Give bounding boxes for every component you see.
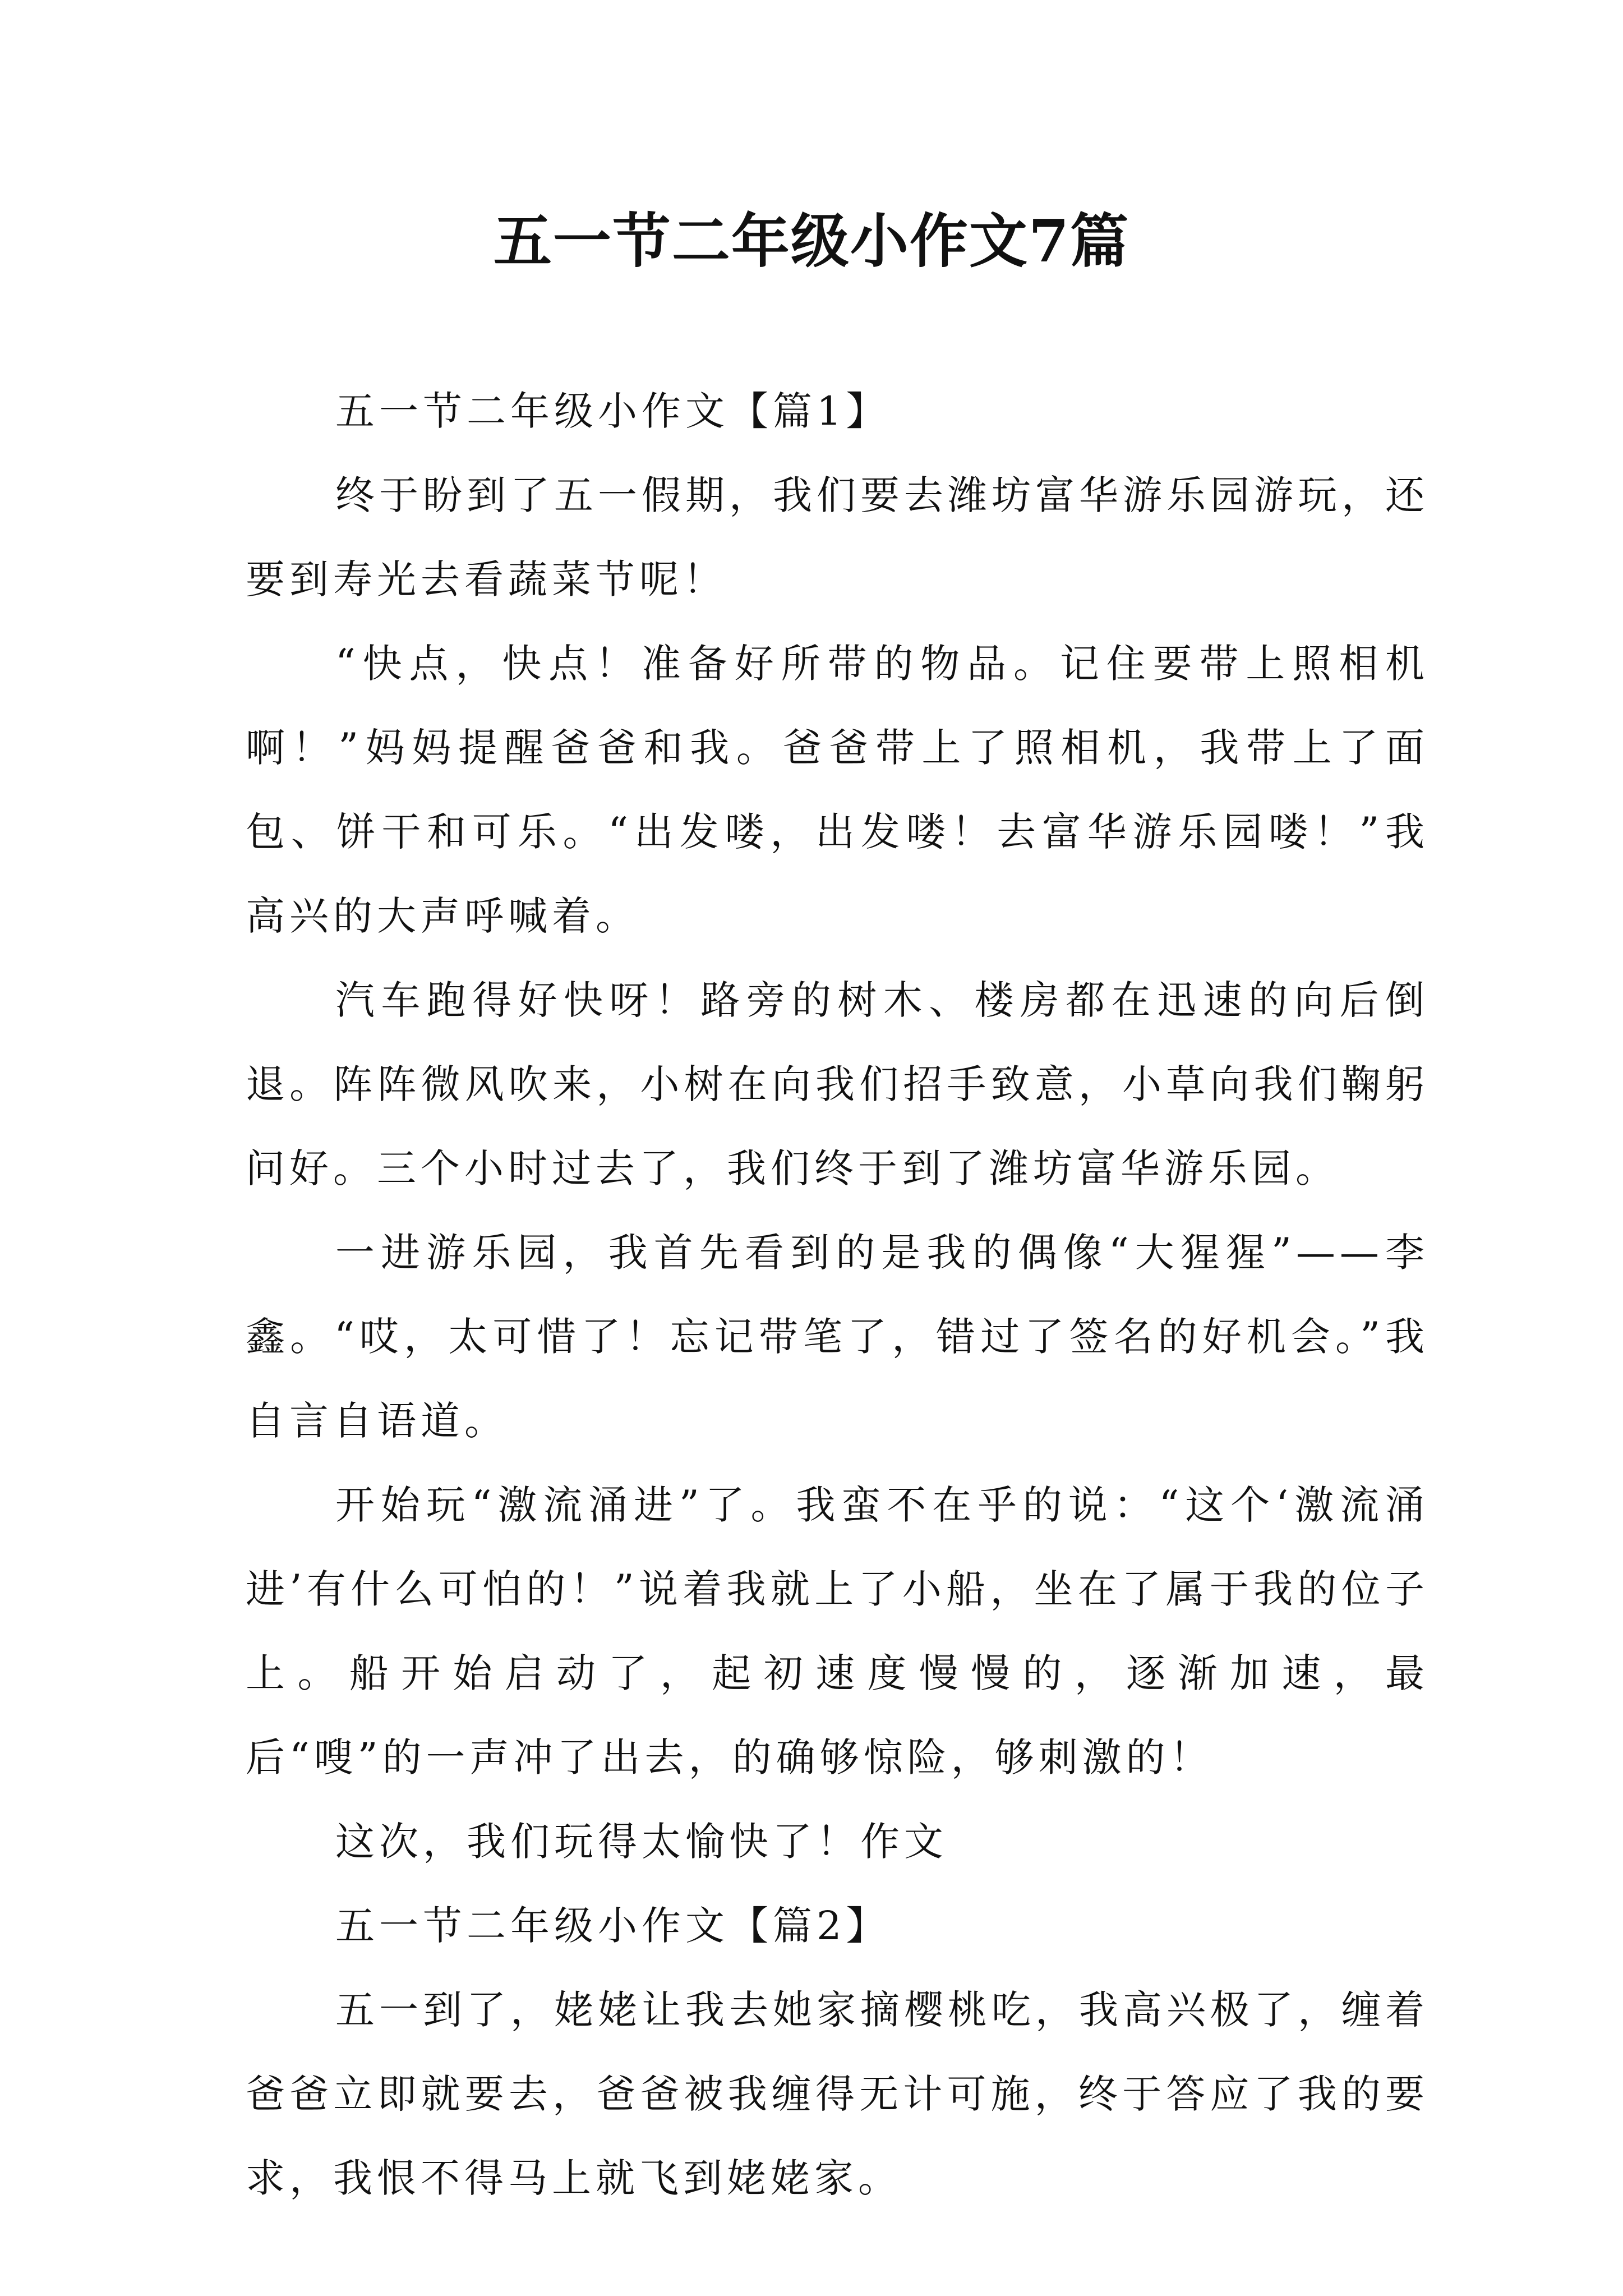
section-heading-2: 五一节二年级小作文【篇2】 bbox=[335, 1903, 890, 1949]
paragraph: 五一到了，姥姥让我去她家摘樱桃吃，我高兴极了，缠着爸爸立即就要去，爸爸被我缠得无计可施，终于答应了我的要求，我恨不得马上就飞到姥姥家。 bbox=[246, 1987, 1429, 2201]
paragraph: 一进游乐园，我首先看到的是我的偶像“大猩猩”——李鑫。“哎，太可惜了！忘记带笔了，错过了签名的好机会。”我自言自语道。 bbox=[246, 1230, 1429, 1444]
paragraph: 开始玩“激流涌进”了。我蛮不在乎的说：“这个‘激流涌进’有什么可怕的！”说着我就上了小船，坐在了属于我的位子上。船开始启动了，起初速度慢慢的，逐渐加速，最后“嗖”的一声冲了出去，的确够惊险，够刺激的！ bbox=[246, 1482, 1429, 1780]
paragraph: 这次，我们玩得太愉快了！作文 bbox=[335, 1819, 948, 1865]
document-title: 五一节二年级小作文7篇 bbox=[493, 206, 1130, 275]
paragraph: 汽车跑得好快呀！路旁的树木、楼房都在迅速的向后倒退。阵阵微风吹来，小树在向我们招手致意，小草向我们鞠躬问好。三个小时过去了，我们终于到了潍坊富华游乐园。 bbox=[246, 977, 1429, 1191]
paragraph: “快点，快点！准备好所带的物品。记住要带上照相机啊！”妈妈提醒爸爸和我。爸爸带上了照相机，我带上了面包、饼干和可乐。“出发喽，出发喽！去富华游乐园喽！”我高兴的大声呼喊着。 bbox=[246, 641, 1429, 939]
paragraph: 终于盼到了五一假期，我们要去潍坊富华游乐园游玩，还要到寿光去看蔬菜节呢！ bbox=[246, 472, 1429, 602]
section-heading-1: 五一节二年级小作文【篇1】 bbox=[335, 388, 890, 434]
document-body bbox=[246, 369, 1429, 2220]
